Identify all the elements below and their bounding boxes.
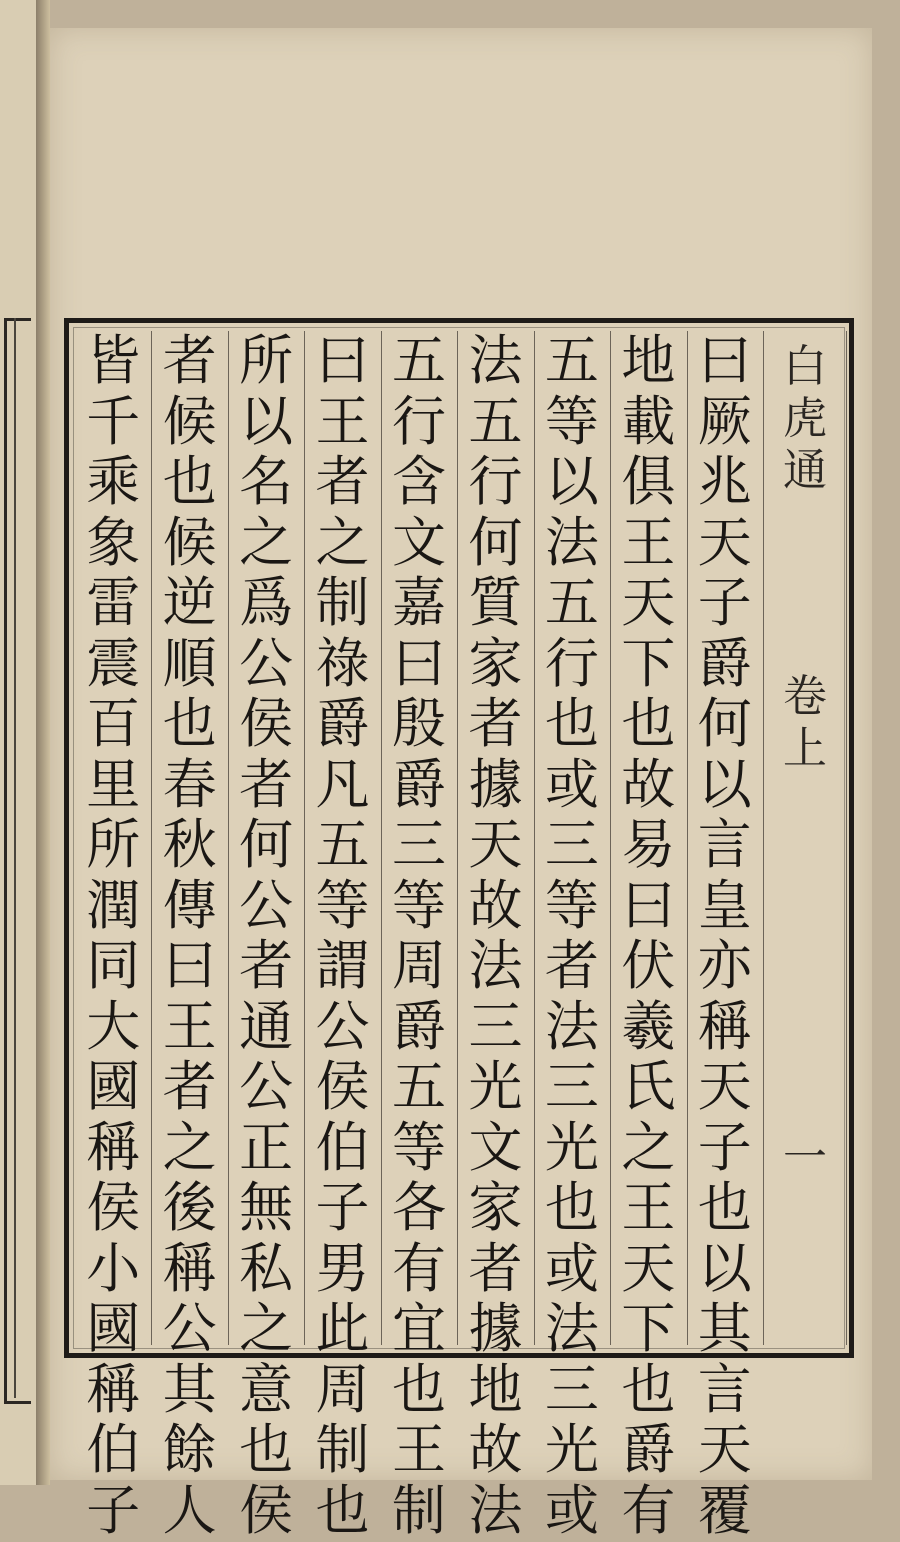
text-column-9 [75, 329, 152, 1542]
text-char: 光 [468, 1055, 523, 1118]
text-char: 等 [391, 1115, 446, 1179]
previous-leaf-rule [14, 318, 16, 1398]
title-char: 虎 [783, 393, 827, 444]
title-char: 通 [783, 445, 827, 496]
text-char: 稱 [162, 1236, 217, 1300]
text-char: 覆 [697, 1478, 752, 1542]
text-char: 此 [315, 1297, 370, 1360]
text-char: 王 [315, 389, 370, 453]
text-char: 三 [544, 1055, 599, 1118]
text-char: 故 [468, 873, 523, 937]
text-char: 子 [697, 1115, 752, 1179]
text-column-2 [610, 329, 687, 1542]
text-char: 王 [621, 1176, 676, 1239]
text-char: 言 [697, 813, 752, 876]
text-char: 餘 [162, 1418, 217, 1481]
text-char: 子 [86, 1478, 141, 1542]
text-char: 厥 [697, 389, 752, 453]
text-char: 五 [315, 813, 370, 876]
text-char: 百 [86, 692, 141, 755]
text-char: 象 [86, 510, 141, 574]
text-char: 皇 [697, 873, 752, 937]
text-char: 光 [544, 1115, 599, 1179]
text-char: 三 [391, 813, 446, 876]
text-char: 公 [239, 631, 294, 695]
text-char: 其 [697, 1297, 752, 1360]
text-char: 天 [621, 571, 676, 634]
text-char: 爲 [239, 571, 294, 634]
text-char: 者 [162, 1055, 217, 1118]
text-char: 侯 [86, 1176, 141, 1239]
text-char: 以 [239, 389, 294, 453]
text-char: 制 [391, 1478, 446, 1542]
volume-label [764, 671, 846, 775]
text-char: 爵 [391, 994, 446, 1058]
text-char: 其 [162, 1357, 217, 1421]
text-char: 或 [544, 1478, 599, 1542]
text-char: 等 [315, 873, 370, 937]
text-char: 謂 [315, 934, 370, 997]
text-char: 者 [468, 692, 523, 755]
text-char: 五 [391, 329, 446, 392]
text-char: 之 [239, 510, 294, 574]
text-char: 正 [239, 1115, 294, 1179]
volume-char: 上 [783, 723, 827, 774]
text-char: 公 [162, 1297, 217, 1360]
text-char: 曰 [315, 329, 370, 392]
text-char: 意 [239, 1357, 294, 1421]
text-char: 之 [239, 1297, 294, 1360]
text-char: 所 [239, 329, 294, 392]
text-char: 何 [239, 813, 294, 876]
text-char: 也 [697, 1176, 752, 1239]
text-char: 五 [544, 329, 599, 392]
text-char: 五 [391, 1055, 446, 1118]
text-char: 法 [468, 1478, 523, 1542]
text-char: 王 [162, 994, 217, 1058]
text-char: 皆 [86, 329, 141, 392]
text-char: 法 [544, 510, 599, 574]
text-char: 法 [468, 329, 523, 392]
text-char: 三 [468, 994, 523, 1058]
text-column-5 [381, 329, 458, 1542]
text-char: 之 [162, 1115, 217, 1179]
text-char: 據 [468, 1297, 523, 1360]
text-char: 行 [468, 450, 523, 513]
text-char: 王 [621, 510, 676, 574]
text-char: 故 [468, 1418, 523, 1481]
text-char: 候 [162, 389, 217, 453]
text-char: 爵 [621, 1418, 676, 1481]
text-char: 稱 [86, 1357, 141, 1421]
text-char: 者 [544, 934, 599, 997]
text-char: 以 [544, 450, 599, 513]
text-char: 也 [162, 450, 217, 513]
text-frame [64, 318, 854, 1542]
text-char: 私 [239, 1236, 294, 1300]
text-char: 易 [621, 813, 676, 876]
text-char: 子 [315, 1176, 370, 1239]
text-char: 兆 [697, 450, 752, 513]
text-char: 爵 [315, 692, 370, 755]
text-char: 以 [697, 752, 752, 816]
text-char: 據 [468, 752, 523, 816]
text-char: 公 [239, 1055, 294, 1118]
text-char: 家 [468, 1176, 523, 1239]
text-char: 周 [391, 934, 446, 997]
text-char: 者 [162, 329, 217, 392]
text-char: 千 [86, 389, 141, 453]
text-char: 公 [315, 994, 370, 1058]
book-gutter [36, 0, 50, 1485]
text-column-4 [457, 329, 534, 1542]
text-char: 凡 [315, 752, 370, 816]
text-char: 所 [86, 813, 141, 876]
page-leaf [50, 28, 872, 1542]
text-char: 有 [391, 1236, 446, 1300]
text-char: 曰 [391, 631, 446, 695]
text-char: 震 [86, 631, 141, 695]
text-char: 亦 [697, 934, 752, 997]
text-char: 伯 [86, 1418, 141, 1481]
text-char: 無 [239, 1176, 294, 1239]
text-char: 三 [544, 813, 599, 876]
text-char: 法 [544, 1297, 599, 1360]
text-char: 五 [544, 571, 599, 634]
text-char: 候 [162, 510, 217, 574]
text-char: 順 [162, 631, 217, 695]
volume-char: 卷 [783, 671, 827, 722]
text-char: 有 [621, 1478, 676, 1542]
text-char: 也 [315, 1478, 370, 1542]
text-char: 天 [697, 1418, 752, 1481]
text-char: 地 [621, 329, 676, 392]
text-char: 天 [697, 1055, 752, 1118]
text-char: 制 [315, 571, 370, 634]
text-char: 雷 [86, 571, 141, 634]
text-char: 人 [162, 1478, 217, 1542]
text-column-3 [534, 329, 611, 1542]
text-char: 法 [468, 934, 523, 997]
text-char: 等 [544, 389, 599, 453]
text-char: 等 [391, 873, 446, 937]
text-char: 傳 [162, 873, 217, 937]
text-char: 言 [697, 1357, 752, 1421]
text-char: 稱 [697, 994, 752, 1058]
text-char: 質 [468, 571, 523, 634]
text-char: 曰 [621, 873, 676, 937]
text-char: 故 [621, 752, 676, 816]
text-char: 或 [544, 1236, 599, 1300]
text-char: 五 [468, 389, 523, 453]
text-char: 之 [315, 510, 370, 574]
text-char: 各 [391, 1176, 446, 1239]
text-char: 下 [621, 1297, 676, 1360]
text-char: 天 [468, 813, 523, 876]
text-char: 名 [239, 450, 294, 513]
text-char: 逆 [162, 571, 217, 634]
text-char: 國 [86, 1297, 141, 1360]
text-char: 小 [86, 1236, 141, 1300]
title-char: 白 [783, 341, 827, 392]
text-char: 國 [86, 1055, 141, 1118]
text-char: 王 [391, 1418, 446, 1481]
text-char: 文 [468, 1115, 523, 1179]
text-char: 下 [621, 631, 676, 695]
text-char: 同 [86, 934, 141, 997]
text-char: 羲 [621, 994, 676, 1058]
text-char: 伯 [315, 1115, 370, 1179]
text-char: 潤 [86, 873, 141, 937]
text-char: 等 [544, 873, 599, 937]
text-char: 制 [315, 1418, 370, 1481]
text-char: 稱 [86, 1115, 141, 1179]
book-title [764, 341, 846, 497]
text-char: 俱 [621, 450, 676, 513]
text-char: 通 [239, 994, 294, 1058]
text-column-1 [687, 329, 763, 1542]
text-char: 男 [315, 1236, 370, 1300]
text-char: 里 [86, 752, 141, 816]
text-char: 春 [162, 752, 217, 816]
text-char: 也 [544, 692, 599, 755]
center-fold-column [763, 331, 847, 1345]
previous-leaf-frame [4, 318, 31, 1404]
text-char: 地 [468, 1357, 523, 1421]
text-char: 文 [391, 510, 446, 574]
text-char: 也 [621, 1357, 676, 1421]
text-char: 行 [544, 631, 599, 695]
text-column-7 [228, 329, 305, 1542]
text-char: 者 [239, 934, 294, 997]
text-char: 三 [544, 1357, 599, 1421]
text-char: 周 [315, 1357, 370, 1421]
text-char: 者 [468, 1236, 523, 1300]
text-char: 也 [544, 1176, 599, 1239]
text-char: 嘉 [391, 571, 446, 634]
text-char: 公 [239, 873, 294, 937]
text-char: 天 [621, 1236, 676, 1300]
text-char: 也 [239, 1418, 294, 1481]
text-char: 祿 [315, 631, 370, 695]
text-column-8 [151, 329, 228, 1542]
text-char: 載 [621, 389, 676, 453]
text-char: 宜 [391, 1297, 446, 1360]
text-char: 秋 [162, 813, 217, 876]
text-char: 何 [468, 510, 523, 574]
text-char: 殷 [391, 692, 446, 755]
text-char: 曰 [162, 934, 217, 997]
text-char: 後 [162, 1176, 217, 1239]
text-char: 也 [621, 692, 676, 755]
text-char: 以 [697, 1236, 752, 1300]
text-char: 爵 [391, 752, 446, 816]
text-char: 家 [468, 631, 523, 695]
text-char: 侯 [239, 1478, 294, 1542]
text-char: 法 [544, 994, 599, 1058]
text-char: 含 [391, 450, 446, 513]
previous-leaf-edge [0, 0, 38, 1485]
text-char: 或 [544, 752, 599, 816]
text-char: 曰 [697, 329, 752, 392]
text-char: 伏 [621, 934, 676, 997]
page-number: 一 [783, 1132, 827, 1183]
text-char: 大 [86, 994, 141, 1058]
text-char: 者 [315, 450, 370, 513]
text-char: 侯 [315, 1055, 370, 1118]
text-column-6 [304, 329, 381, 1542]
text-char: 行 [391, 389, 446, 453]
text-char: 乘 [86, 450, 141, 513]
text-char: 光 [544, 1418, 599, 1481]
text-char: 侯 [239, 692, 294, 755]
text-char: 氏 [621, 1055, 676, 1118]
text-char: 之 [621, 1115, 676, 1179]
text-char: 者 [239, 752, 294, 816]
text-char: 也 [162, 692, 217, 755]
text-char: 爵 [697, 631, 752, 695]
text-char: 也 [391, 1357, 446, 1421]
text-char: 何 [697, 692, 752, 755]
text-char: 天 [697, 510, 752, 574]
text-char: 子 [697, 571, 752, 634]
